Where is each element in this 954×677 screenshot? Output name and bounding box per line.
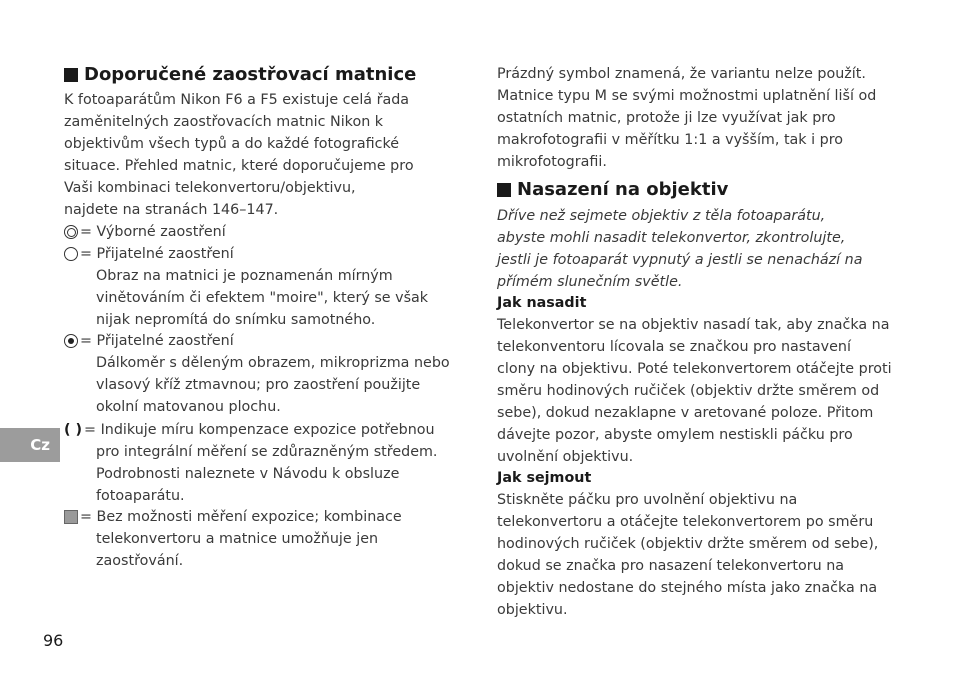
- legend-excellent: [64, 221, 226, 243]
- legend-compensation: [64, 419, 435, 441]
- square-bullet-icon: [64, 68, 78, 82]
- warning-text: Dříve než sejmete objektiv z těla fotoaparátu, abyste mohli nasadit telekonvertor, zkontrolujte, jestli je fotoaparát vypnutý a jestli se nenachází na přímém slunečním světle.: [497, 208, 863, 290]
- legend-acceptable-2: [64, 330, 234, 352]
- square-bullet-icon: [497, 183, 511, 197]
- parentheses-icon: ( ): [64, 422, 83, 438]
- detach-title: Jak sejmout: [497, 470, 592, 486]
- open-circle-icon: [64, 247, 78, 261]
- double-circle-icon: [64, 225, 78, 239]
- legend-acceptable-1-text: = Přijatelné zaostření: [80, 246, 234, 262]
- left-heading-text: Doporučené zaostřovací matnice: [84, 64, 417, 85]
- legend-no-metering: [64, 506, 402, 528]
- legend-no-metering-text: = Bez možnosti měření expozice; kombinace: [80, 509, 402, 525]
- left-heading: [64, 64, 416, 85]
- right-intro: Prázdný symbol znamená, že variantu nelze použít. Matnice typu M se svými možnostmi uplatnění liší od ostatních matnic, protože ji lze využívat jak pro makrofotografii v měřítku 1:1 a vyšším, tak i pro mikrofotografii.: [497, 66, 877, 170]
- legend-no-metering-detail: telekonvertoru a matnice umožňuje jen zaostřování.: [96, 531, 379, 569]
- gray-box-icon: [64, 510, 78, 524]
- legend-acceptable-1: [64, 243, 234, 265]
- dot-circle-icon: [64, 334, 78, 348]
- legend-compensation-detail: pro integrální měření se zdůrazněným středem. Podrobnosti naleznete v Návodu k obsluze fotoaparátu.: [96, 444, 438, 504]
- page-number: 96: [43, 631, 64, 650]
- legend-excellent-text: = Výborné zaostření: [80, 224, 226, 240]
- language-tab: Cz: [0, 428, 60, 462]
- right-heading-text: Nasazení na objektiv: [517, 179, 729, 200]
- right-heading: [497, 179, 728, 200]
- legend-acceptable-1-detail: Obraz na matnici je poznamenán mírným vinětováním či efektem "moire", který se však nijak nepromítá do snímku samotného.: [96, 268, 429, 328]
- attach-title: Jak nasadit: [497, 295, 587, 311]
- legend-compensation-text: = Indikuje míru kompenzace expozice potřebnou: [84, 422, 435, 438]
- legend-acceptable-2-text: = Přijatelné zaostření: [80, 333, 234, 349]
- legend-acceptable-2-detail: Dálkoměr s děleným obrazem, mikroprizma nebo vlasový kříž ztmavnou; pro zaostření použijte okolní matovanou plochu.: [96, 355, 450, 415]
- attach-text: Telekonvertor se na objektiv nasadí tak, aby značka na telekonventoru lícovala se značkou pro nastavení clony na objektivu. Poté telekonvertorem otáčejte proti směru hodinových ručiček (objektiv držte směrem od sebe), dokud nezaklapne v aretované poloze. Přitom dávejte pozor, abyste omylem nestiskli páčku pro uvolnění objektivu.: [497, 317, 892, 465]
- left-intro: K fotoaparátům Nikon F6 a F5 existuje celá řada zaměnitelných zaostřovacích matnic Nikon k objektivům všech typů a do každé fotografické situace. Přehled matnic, které doporučujeme pro Vaši kombinaci telekonvertoru/objektivu, najdete na stranách 146–147.: [64, 92, 414, 218]
- detach-text: Stiskněte páčku pro uvolnění objektivu na telekonvertoru a otáčejte telekonvertorem po směru hodinových ručiček (objektiv držte směrem od sebe), dokud se značka pro nasazení telekonvertoru na objektiv nedostane do stejného místa jako značka na objektivu.: [497, 492, 879, 618]
